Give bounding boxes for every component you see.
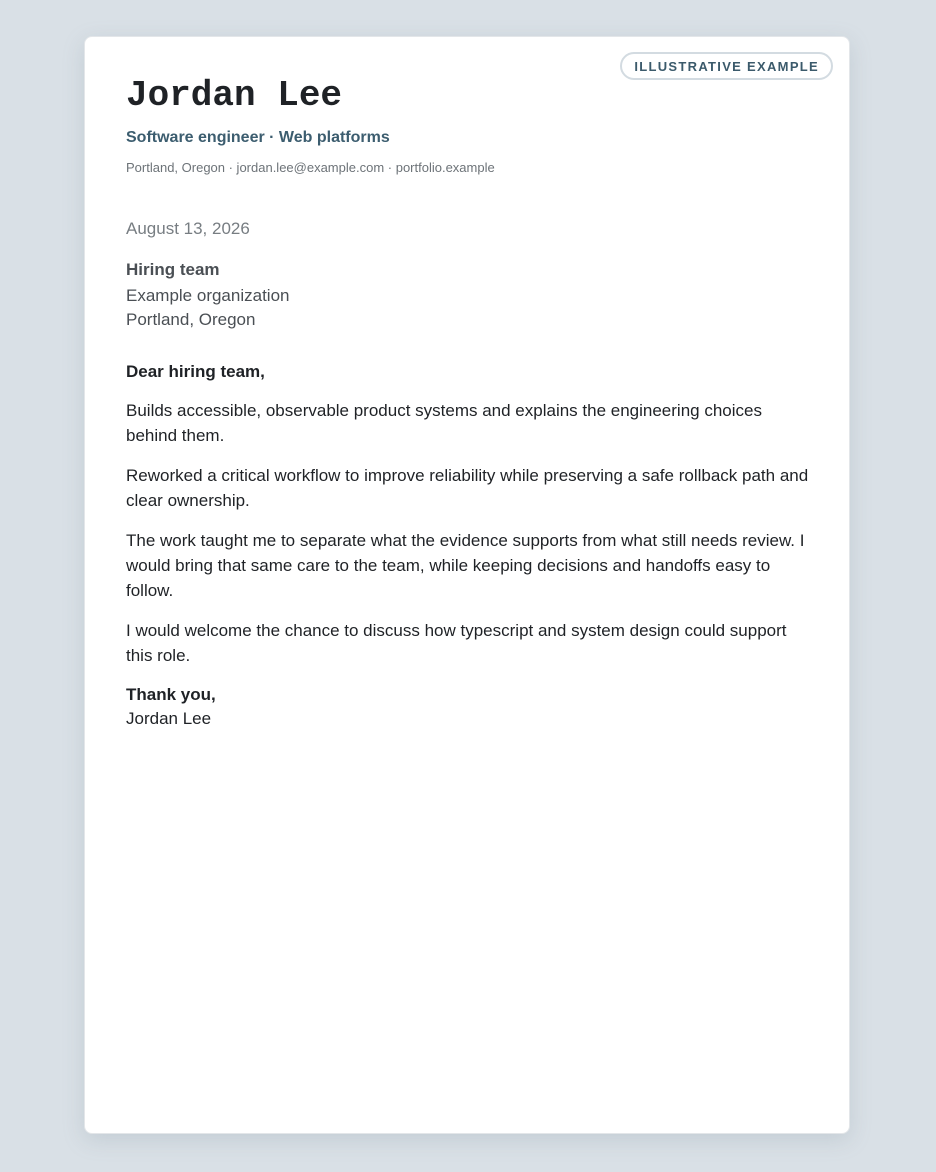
recipient-location: Portland, Oregon xyxy=(126,310,256,329)
recipient-block xyxy=(126,258,289,332)
letter-page xyxy=(84,36,850,1134)
applicant-name: Jordan Lee xyxy=(126,75,343,116)
body-paragraph: I would welcome the chance to discuss how typescript and system design could support this role. xyxy=(126,621,787,665)
applicant-subtitle: Software engineer · Web platforms xyxy=(126,129,390,146)
letter-body xyxy=(126,359,810,731)
illustrative-example-badge: ILLUSTRATIVE EXAMPLE xyxy=(620,52,833,80)
applicant-contact: Portland, Oregon · jordan.lee@example.com · portfolio.example xyxy=(126,160,495,175)
body-paragraph: Builds accessible, observable product systems and explains the engineering choices behind them. xyxy=(126,401,762,445)
letter-date: August 13, 2026 xyxy=(126,219,250,238)
salutation: Dear hiring team, xyxy=(126,362,265,381)
recipient-name: Hiring team xyxy=(126,260,220,279)
signature-name: Jordan Lee xyxy=(126,709,212,728)
recipient-organization: Example organization xyxy=(126,286,290,305)
body-paragraph: The work taught me to separate what the evidence supports from what still needs review. I would bring that same care to the team, while keeping decisions and handoffs easy to follow. xyxy=(126,531,805,600)
closing: Thank you, xyxy=(126,685,216,704)
body-paragraph: Reworked a critical workflow to improve reliability while preserving a safe rollback path and clear ownership. xyxy=(126,466,809,510)
